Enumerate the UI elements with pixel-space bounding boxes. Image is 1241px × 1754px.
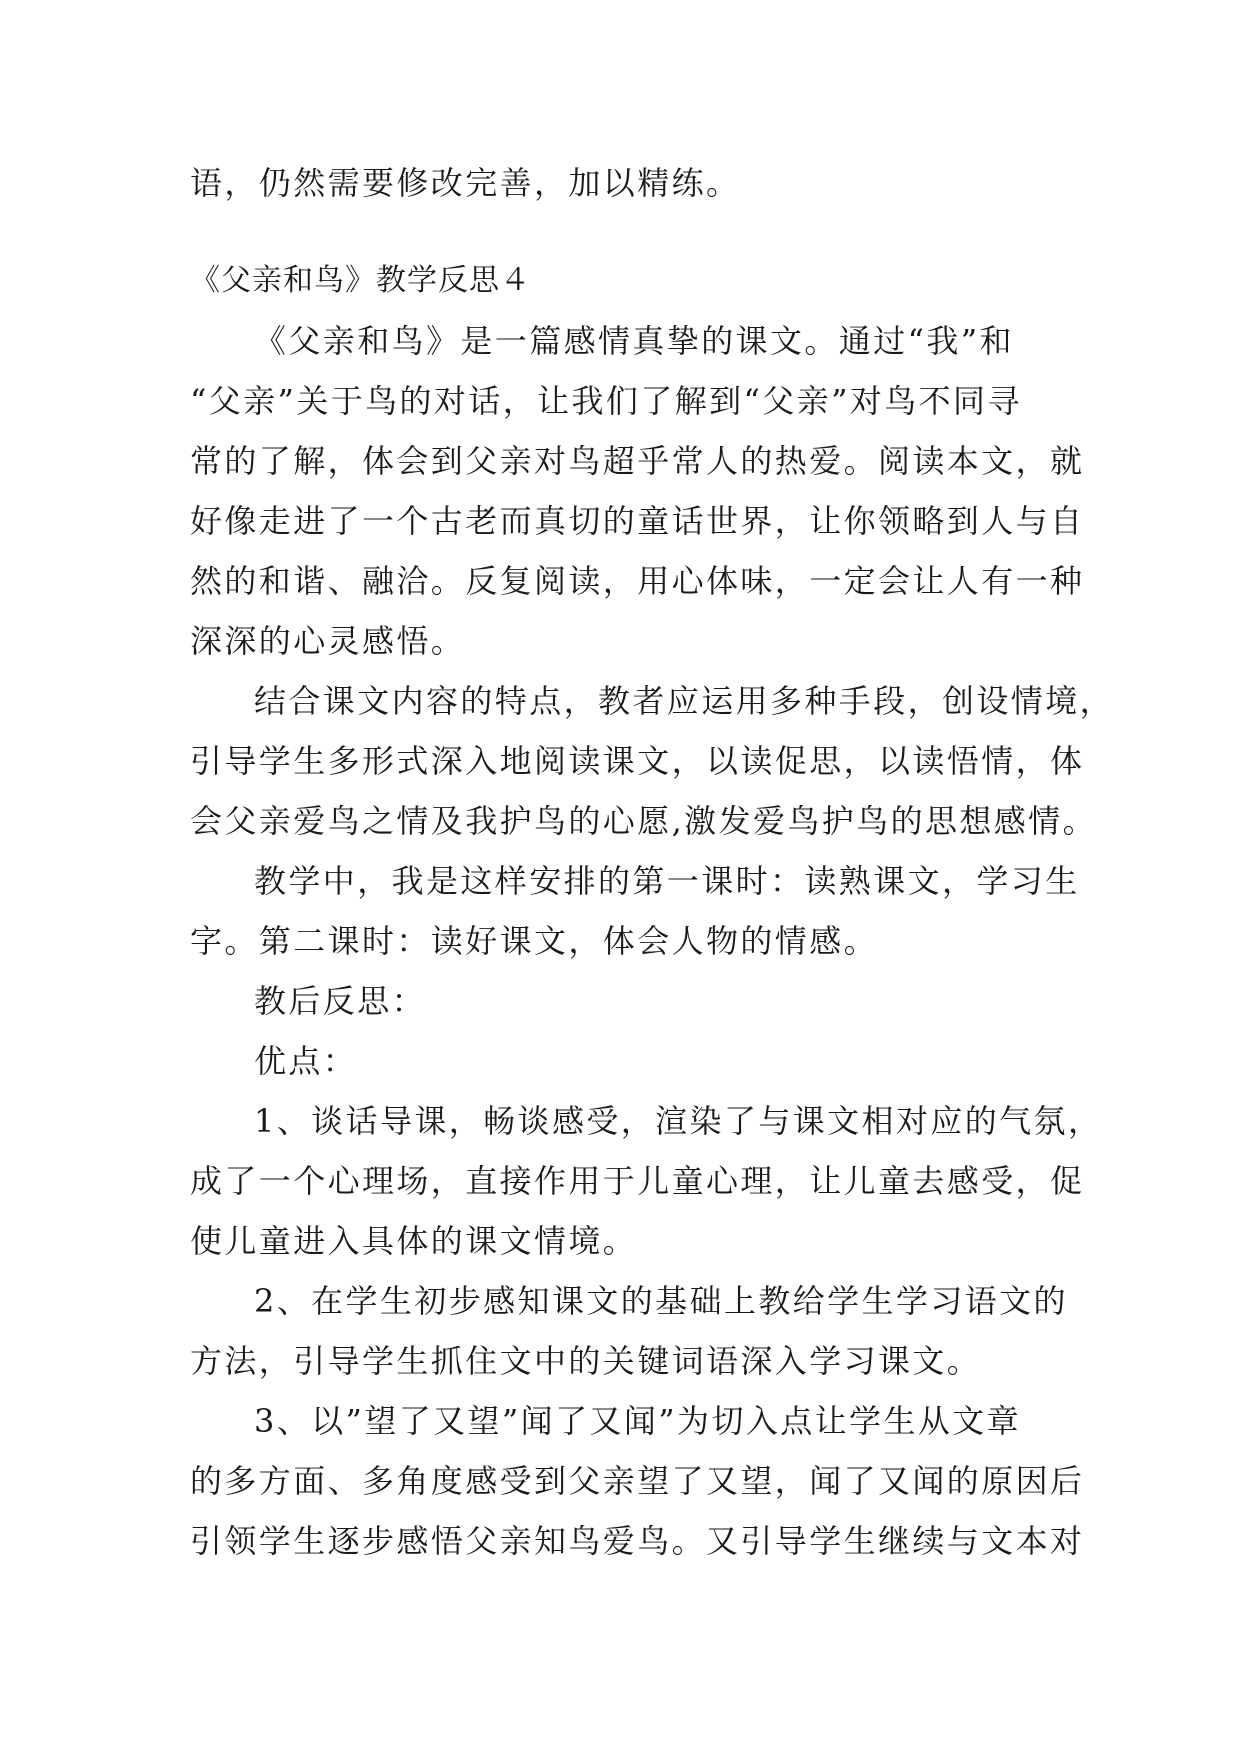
paragraph-8 <box>190 1391 1085 1571</box>
section-gap <box>190 213 1070 251</box>
paragraph-6 <box>190 1091 1103 1271</box>
section-heading: 《父亲和鸟》教学反思４ <box>190 263 531 298</box>
paragraph-7 <box>190 1271 1070 1391</box>
text-line: 引领学生逐步感悟父亲知鸟爱鸟。又引导学生继续与文本对 <box>190 1522 1085 1560</box>
text-line: 2、在学生初步感知课文的基础上教给学生学习语文的 <box>254 1282 1068 1320</box>
text-line: 方法，引导学生抓住文中的关键词语深入学习课文。 <box>190 1342 982 1380</box>
paragraph-4 <box>190 971 1070 1031</box>
text-line: 引导学生多形式深入地阅读课文，以读促思，以读悟情，体 <box>190 742 1085 780</box>
text-line: 会父亲爱鸟之情及我护鸟的心愿,激发爱鸟护鸟的思想感情。 <box>190 802 1097 840</box>
text-line: 深深的心灵感悟。 <box>190 622 466 660</box>
text-line: 优点： <box>254 1042 358 1080</box>
text-line: “父亲”关于鸟的对话，让我们了解到“父亲”对鸟不同寻 <box>190 382 1022 420</box>
text-line: 《父亲和鸟》是一篇感情真挚的课文。通过“我”和 <box>254 322 1014 360</box>
document-body <box>190 153 1115 1571</box>
text-line: 的多方面、多角度感受到父亲望了又望，闻了又闻的原因后 <box>190 1462 1085 1500</box>
text-line: 教后反思： <box>254 982 427 1020</box>
paragraph-1 <box>190 311 1085 671</box>
paragraph-3 <box>190 851 1080 971</box>
paragraph-5 <box>190 1031 1070 1091</box>
text-line: 常的了解，体会到父亲对鸟超乎常人的热爱。阅读本文，就 <box>190 442 1085 480</box>
text-line: 好像走进了一个古老而真切的童话世界，让你领略到人与自 <box>190 502 1085 540</box>
text-line: 教学中，我是这样安排的第一课时：读熟课文，学习生 <box>254 862 1080 900</box>
text-line: 成了一个心理场，直接作用于儿童心理，让儿童去感受，促 <box>190 1162 1085 1200</box>
carryover-line: 语，仍然需要修改完善，加以精练。 <box>190 164 741 202</box>
paragraph-2 <box>190 671 1115 851</box>
text-line: 使儿童进入具体的课文情境。 <box>190 1222 638 1260</box>
text-line: 1、谈话导课，畅谈感受，渲染了与课文相对应的气氛， <box>254 1102 1103 1140</box>
text-line: 字。第二课时：读好课文，体会人物的情感。 <box>190 922 879 960</box>
text-line: 3、以”望了又望”闻了又闻”为切入点让学生从文章 <box>254 1402 1022 1440</box>
text-line: 结合课文内容的特点，教者应运用多种手段，创设情境， <box>254 682 1115 720</box>
text-line: 然的和谐、融洽。反复阅读，用心体味，一定会让人有一种 <box>190 562 1085 600</box>
